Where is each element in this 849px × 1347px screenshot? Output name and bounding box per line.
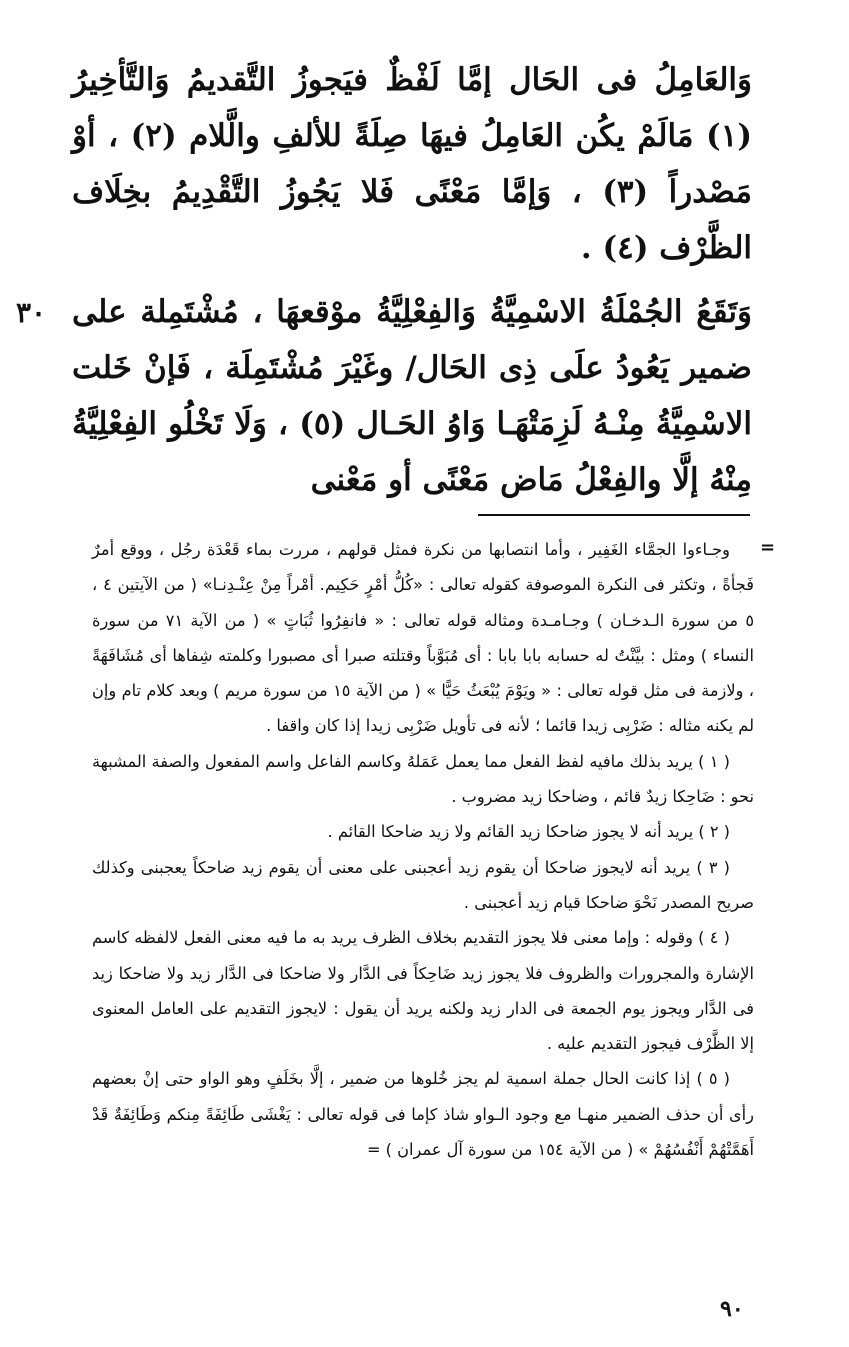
- page-number: ٩٠: [720, 1296, 744, 1322]
- main-paragraph-1: وَالعَامِلُ فى الحَال إمَّا لَفْظٌ فيَجوزُ التَّقديمُ وَالتَّأخِيرُ (١) مَالَمْ يكُن العَامِلُ فيهَا صِلَةً للألفِ والَّلام (٢) ، أوْ مَصْدراً (٣) ، وَإمَّا مَعْنًى فَلا يَجُوزُ التَّقْدِيمُ بخِلَاف الظَّرْف (٤) .: [72, 62, 753, 266]
- footnote-divider: [478, 514, 750, 516]
- footnote-2: ( ٢ ) يريد أنه لا يجوز ضاحكا زيد القائم ولا زيد ضاحكا القائم .: [327, 822, 730, 842]
- main-text: [72, 52, 752, 508]
- footnotes: [92, 532, 754, 1167]
- main-paragraph-2: وَتَقَعُ الجُمْلَةُ الاسْمِيَّةُ وَالفِعْلِيَّةُ موْقعهَا ، مُشْتَمِلة على ضمير يَعُودُ علَى ذِى الحَال/ وغَيْرَ مُشْتَمِلَة ، فَإنْ خَلت الاسْمِيَّةُ مِنْـهُ لَزِمَتْهَـا وَاوُ الحَـال (٥) ، وَلَا تَخْلُو الفِعْلِيَّةُ مِنْهُ إلَّا والفِعْلُ مَاض مَعْنًى أو مَعْنى: [72, 294, 752, 498]
- footnote-4: ( ٤ ) وقوله : وإما معنى فلا يجوز التقديم بخلاف الظرف يريد به ما فيه معنى الفعل لالفظه كاسم الإشارة والمجرورات والظروف فلا يجوز زيد ضَاحِكاً فى الدَّار ولا ضاحكا فى الدَّار زيد ولا ضاحكا زيد فى الدَّار ويجوز يوم الجمعة فى الدار زيد ولكنه يريد أن يقول : لايجوز التقديم على العامل المعنوى إلا الظَّرْف فيجوز التقديم عليه .: [92, 928, 754, 1054]
- footnote-3: ( ٣ ) يريد أنه لايجوز ضاحكا أن يقوم زيد أعجبنى على معنى أن يقوم زيد ضاحكاً يعجبنى وكذلك صريح المصدر نَحْوَ ضاحكا قيام زيد أعجبنى .: [92, 857, 754, 912]
- footnote-5: ( ٥ ) إذا كانت الحال جملة اسمية لم يجز خُلوها من ضمير ، إلَّا بخَلَفٍ وهو الواو حتى إنْ بعضهم رأى أن حذف الضمير منهـا مع وجود الـواو شاذ كإما فى قوله تعالى : يَغْشَى طَائِفَةً مِنكم وَطَائِفَةٌ قَدْ أَهَمَّتْهُمْ أَنْفُسُهُمْ » ( من الآية ١٥٤ من سورة آل عمران ) =: [92, 1069, 754, 1160]
- continuation-mark-top: =: [760, 537, 776, 558]
- margin-page-reference: ٣٠: [16, 296, 47, 329]
- footnote-continuation: وجـاءوا الجمَّاء الغَفِير ، وأما انتصابها من نكرة فمثل قولهم ، مررت بماء قَعْدَة رجُل ، ووقع أمرٌ فَجأةً ، وتكثر فى النكرة الموصوفة كقوله تعالى : «كُلُّ أمْرٍ حَكِيم. أمْراً مِنْ عِنْـدِنـا» ( من الآيتين ٤ ، ٥ من سورة الـدخـان ) وجـامـدة ومثاله قوله تعالى : « فانفِرُوا ثُبَاتٍ » ( من الآية ٧١ من سورة النساء ) ومثل : بيَّنْتُ له حسابه بابا بابا : أى مُبَوَّباً وقتلته صبرا أى مصبورا وكلمته شِفاها أى مُشَافَهَةً ، ولازمة فى مثل قوله تعالى : « ويَوْمَ يُبْعَثُ حَيًّا » ( من الآية ١٥ من سورة مريم ) وبعد كلام تام وإن لم يكنه مثاله : ضَرْبِى زيدا قائما ؛ لأنه فى تأويل ضَرْبِى زيدا إذا كان واقفا .: [92, 540, 755, 736]
- footnote-1: ( ١ ) يريد بذلك مافيه لفظ الفعل مما يعمل عَمَلهُ وكاسم الفاعل واسم المفعول والصفة المشبهة نحو : ضَاحِكا زيدٌ قائم ، وضاحكا زيد مضروب .: [92, 751, 754, 807]
